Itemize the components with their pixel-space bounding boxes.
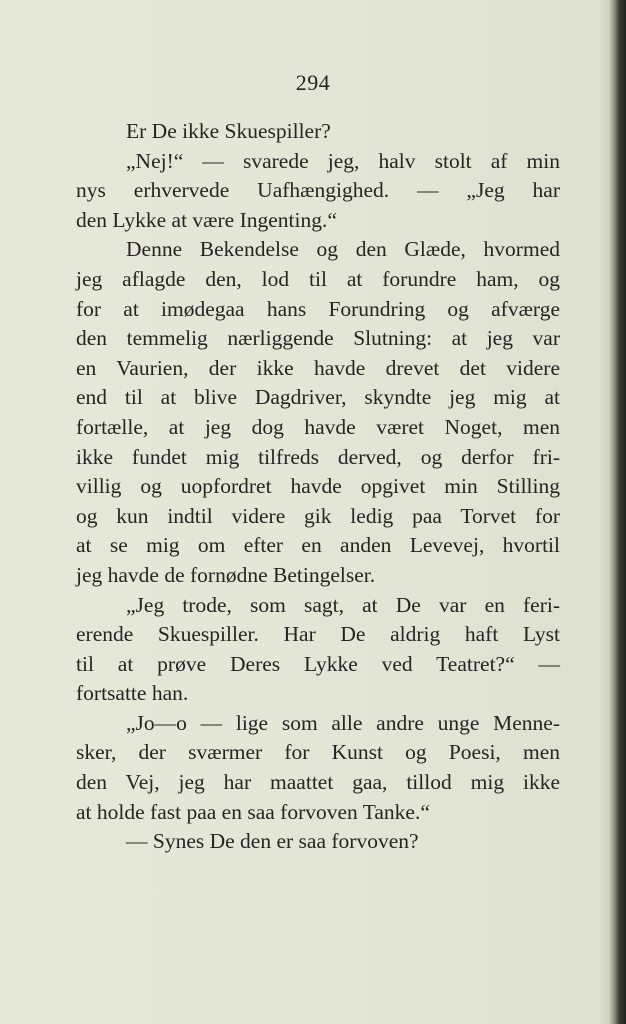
text-line: nys erhvervede Uafhængighed. — „Jeg har	[76, 178, 560, 203]
text-line: „Jo—o — lige som alle andre unge Menne-	[126, 710, 560, 735]
text-line: ikke fundet mig tilfreds derved, og derfor fri-	[76, 444, 560, 469]
text-line: fortælle, at jeg dog havde været Noget, men	[76, 414, 560, 439]
text-line: jeg aflagde den, lod til at forundre ham, og	[76, 266, 560, 291]
text-line: fortsatte han.	[76, 681, 189, 706]
text-line: Er De ikke Skuespiller?	[126, 119, 331, 143]
text-line: jeg havde de fornødne Betingelser.	[76, 562, 376, 587]
text-line: for at imødegaa hans Forundring og afværge	[76, 296, 560, 321]
text-line: „Nej!“ — svarede jeg, halv stolt af min	[126, 148, 560, 173]
text-line: den Vej, jeg har maattet gaa, tillod mig ikke	[76, 770, 560, 795]
text-line: at holde fast paa en saa forvoven Tanke.“	[76, 799, 430, 824]
text-line: til at prøve Deres Lykke ved Teatret?“ —	[76, 651, 560, 676]
text-line: sker, der sværmer for Kunst og Poesi, men	[76, 740, 560, 765]
body-text	[76, 117, 560, 857]
text-line: „Jeg trode, som sagt, at De var en feri-	[126, 592, 560, 617]
text-line: Denne Bekendelse og den Glæde, hvormed	[126, 237, 560, 262]
text-line: den Lykke at være Ingenting.“	[76, 207, 337, 232]
text-line: end til at blive Dagdriver, skyndte jeg mig at	[76, 385, 560, 410]
text-line: erende Skuespiller. Har De aldrig haft Lyst	[76, 622, 560, 647]
text-line: villig og uopfordret havde opgivet min Stilling	[76, 474, 560, 499]
text-line: — Synes De den er saa forvoven?	[126, 829, 419, 854]
text-line: den temmelig nærliggende Slutning: at jeg var	[76, 326, 560, 351]
binding-shadow	[598, 0, 608, 1024]
page-number: 294	[295, 70, 331, 95]
book-binding-edge	[608, 0, 626, 1024]
text-line: og kun indtil videre gik ledig paa Torvet for	[76, 503, 560, 528]
text-line: at se mig om efter en anden Levevej, hvortil	[76, 533, 560, 558]
text-line: en Vaurien, der ikke havde drevet det videre	[76, 355, 560, 380]
